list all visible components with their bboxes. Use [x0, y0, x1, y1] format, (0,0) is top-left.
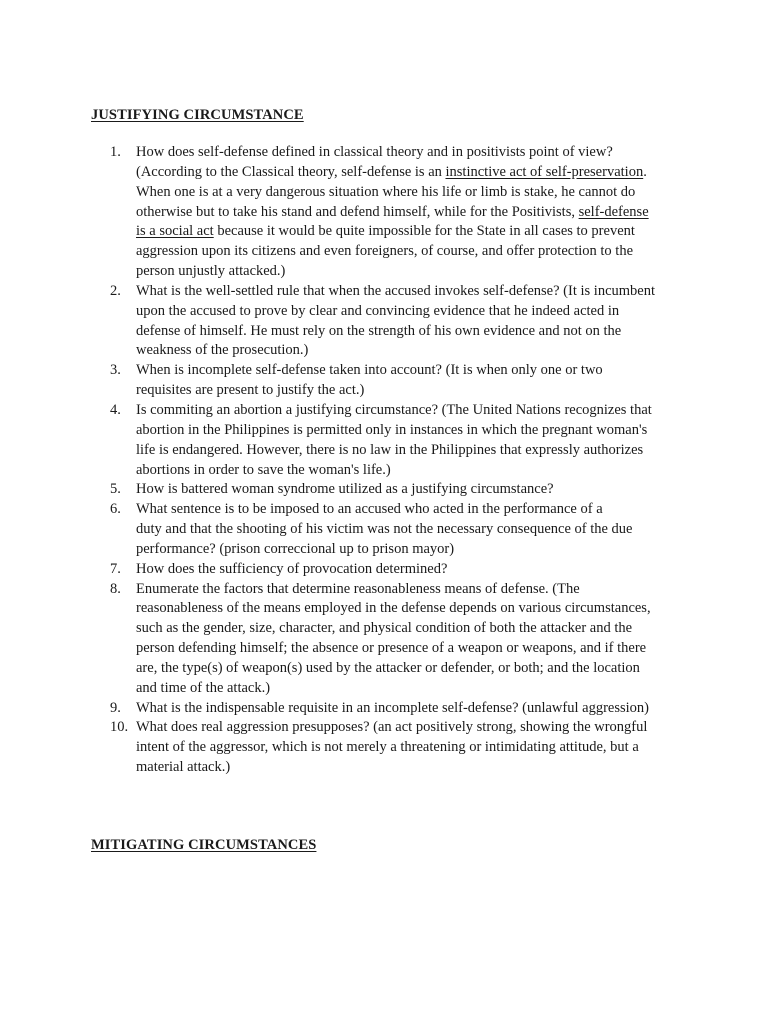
question-number: 4.	[110, 401, 121, 418]
text-line	[136, 540, 676, 560]
question-item	[0, 401, 768, 480]
text-segment: abortions in order to save the woman's life.)	[136, 461, 391, 478]
text-line	[136, 679, 676, 699]
question-item	[0, 143, 768, 282]
question-item	[0, 480, 768, 500]
text-segment: person defending himself; the absence or presence of a weapon or weapons, and if there	[136, 640, 647, 657]
question-item	[0, 282, 768, 361]
question-text	[136, 580, 676, 699]
question-text	[136, 401, 676, 480]
question-number: 10.	[110, 719, 129, 736]
text-segment: What does real aggression presupposes? (an act positively strong, showing the wrongful	[136, 719, 648, 736]
underlined-text: is a social act	[136, 223, 214, 240]
text-line	[136, 222, 676, 242]
text-segment: such as the gender, size, character, and physical condition of both the attacker and the	[136, 620, 633, 637]
question-number: 3.	[110, 362, 121, 379]
text-segment: When one is at a very dangerous situation where his life or limb is stake, he cannot do	[136, 183, 636, 200]
text-line	[136, 441, 676, 461]
text-segment: are, the type(s) of weapon(s) used by the attacker or defender, or both; and the location	[136, 659, 640, 676]
text-line	[136, 580, 676, 600]
text-line	[136, 381, 676, 401]
text-segment: What is the well-settled rule that when the accused invokes self-defense? (It is incumbent	[136, 282, 655, 299]
text-segment: Is commiting an abortion a justifying circumstance? (The United Nations recognizes that	[136, 401, 652, 418]
text-line	[136, 699, 676, 719]
text-segment: upon the accused to prove by clear and convincing evidence that he indeed acted in	[136, 302, 620, 319]
text-line	[136, 203, 676, 223]
text-line	[136, 500, 676, 520]
text-segment: and time of the attack.)	[136, 679, 271, 696]
text-line	[136, 302, 676, 322]
text-segment: .	[643, 163, 647, 180]
question-text	[136, 560, 676, 580]
text-line	[136, 639, 676, 659]
question-number: 5.	[110, 481, 121, 498]
text-line	[136, 401, 676, 421]
text-segment: intent of the aggressor, which is not merely a threatening or intimidating attitude, but a	[136, 739, 639, 756]
text-line	[136, 738, 676, 758]
text-segment: How does self-defense defined in classical theory and in positivists point of view?	[136, 144, 613, 160]
text-line	[136, 262, 676, 282]
question-item	[0, 580, 768, 699]
text-line	[136, 758, 676, 778]
text-line	[136, 183, 676, 203]
text-segment: because it would be quite impossible for the State in all cases to prevent	[213, 223, 635, 240]
question-number: 9.	[110, 699, 121, 716]
text-line	[136, 480, 676, 500]
text-line	[136, 322, 676, 342]
question-item	[0, 699, 768, 719]
text-segment: How does the sufficiency of provocation determined?	[136, 560, 448, 577]
text-segment: How is battered woman syndrome utilized as a justifying circumstance?	[136, 481, 554, 498]
question-number: 1.	[110, 144, 121, 160]
text-line	[136, 659, 676, 679]
question-text	[136, 699, 676, 719]
text-line	[136, 599, 676, 619]
text-segment: otherwise but to take his stand and defend himself, while for the Positivists,	[136, 203, 579, 220]
text-segment: requisites are present to justify the act.)	[136, 382, 365, 399]
text-line	[136, 282, 676, 302]
question-item	[0, 361, 768, 401]
question-number: 7.	[110, 560, 121, 577]
text-segment: What is the indispensable requisite in an incomplete self-defense? (unlawful aggression)	[136, 699, 649, 716]
question-text	[136, 143, 676, 282]
text-segment: weakness of the prosecution.)	[136, 342, 309, 359]
heading-mitigating-circumstances: MITIGATING CIRCUMSTANCES	[91, 837, 317, 853]
text-line	[136, 619, 676, 639]
question-item	[0, 718, 768, 778]
text-segment: What sentence is to be imposed to an accused who acted in the performance of a	[136, 501, 603, 518]
question-text	[136, 500, 676, 560]
text-line	[136, 143, 676, 163]
question-text	[136, 480, 676, 500]
question-number: 6.	[110, 501, 121, 518]
text-line	[136, 520, 676, 540]
question-number: 2.	[110, 282, 121, 299]
text-segment: performance? (prison correccional up to prison mayor)	[136, 540, 455, 557]
text-segment: Enumerate the factors that determine reasonableness means of defense. (The	[136, 580, 580, 597]
question-text	[136, 361, 676, 401]
text-segment: life is endangered. However, there is no law in the Philippines that expressly authorizes	[136, 441, 644, 458]
text-segment: When is incomplete self-defense taken into account? (It is when only one or two	[136, 362, 603, 379]
text-segment: defense of himself. He must rely on the strength of his own evidence and not on the	[136, 322, 622, 339]
question-item	[0, 560, 768, 580]
question-list	[0, 143, 768, 778]
text-line	[136, 242, 676, 262]
text-line	[136, 341, 676, 361]
question-text	[136, 718, 676, 778]
text-segment: (According to the Classical theory, self-defense is an	[136, 163, 446, 180]
text-line	[136, 361, 676, 381]
text-segment: abortion in the Philippines is permitted only in instances in which the pregnant woman's	[136, 421, 648, 438]
text-segment: reasonableness of the means employed in the defense depends on various circumstances,	[136, 600, 651, 617]
text-segment: aggression upon its citizens and even foreigners, of course, and offer protection to the	[136, 243, 634, 260]
underlined-text: instinctive act of self-preservation	[445, 163, 644, 180]
question-number: 8.	[110, 580, 121, 597]
text-segment: duty and that the shooting of his victim was not the necessary consequence of the due	[136, 521, 633, 538]
text-line	[136, 421, 676, 441]
text-segment: person unjustly attacked.)	[136, 263, 286, 280]
text-line	[136, 163, 676, 183]
question-item	[0, 500, 768, 560]
text-line	[136, 560, 676, 580]
text-line	[136, 718, 676, 738]
heading-justifying-circumstance: JUSTIFYING CIRCUMSTANCE	[91, 107, 304, 123]
text-line	[136, 461, 676, 481]
underlined-text: self-defense	[578, 203, 649, 220]
text-segment: material attack.)	[136, 759, 231, 776]
question-text	[136, 282, 676, 361]
